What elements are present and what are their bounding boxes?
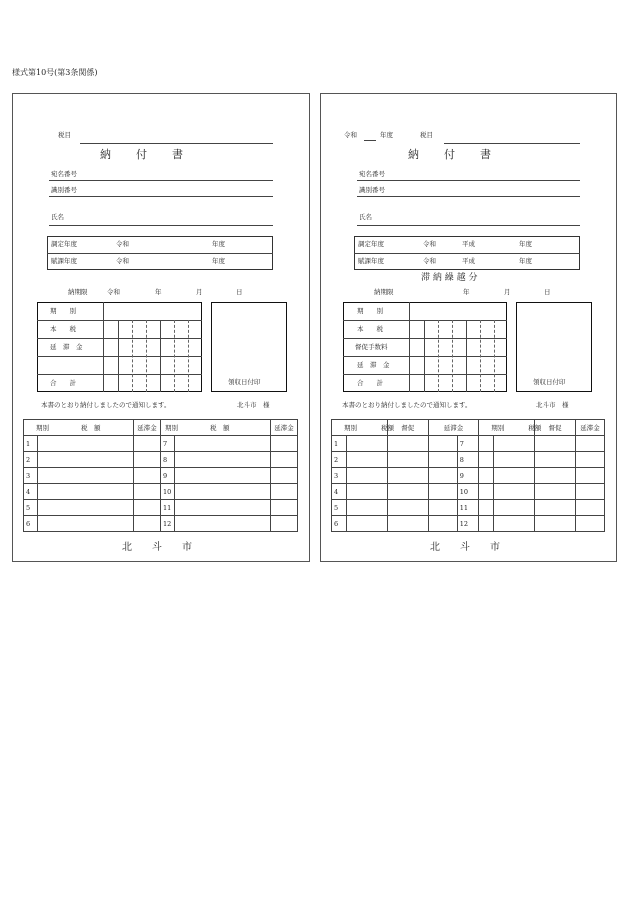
left-amount-row-total: 合 計 (50, 379, 76, 387)
right-th-reminder: 督促 (401, 423, 415, 432)
right-amount-row-principal: 本 税 (357, 325, 383, 333)
left-due-label: 納期限 (68, 288, 88, 296)
right-year-row-1-label: 調定年度 (358, 240, 384, 248)
left-year-row-2-suffix: 年度 (212, 257, 225, 265)
left-th-tax: 税 額 (81, 423, 101, 432)
left-due-month: 月 (196, 288, 203, 296)
left-recipient: 北斗市 様 (237, 401, 270, 409)
table-row: 3 9 (24, 468, 298, 484)
right-footer: 北 斗 市 (430, 542, 500, 553)
right-due-label: 納期限 (374, 288, 394, 296)
table-row: 5 11 (332, 500, 605, 516)
table-row: 3 9 (332, 468, 605, 484)
right-address-number: 宛名番号 (359, 170, 385, 178)
right-th-period-2: 期別 (491, 423, 505, 432)
right-period-table (331, 419, 605, 532)
right-year-row-1-era: 令和 (423, 240, 436, 248)
left-year-row-1-label: 調定年度 (51, 240, 77, 248)
table-row: 2 8 (332, 452, 605, 468)
table-row: 1 7 (24, 436, 298, 452)
table-row: 1 7 (332, 436, 605, 452)
left-id-number: 識別番号 (51, 186, 77, 194)
left-year-row-1-era: 令和 (116, 240, 129, 248)
right-due-month: 月 (504, 288, 511, 296)
left-amount-row-delinquency: 延 滞 金 (50, 343, 83, 351)
right-year-row-1-era2: 平成 (462, 240, 475, 248)
left-th-period: 期別 (36, 423, 49, 432)
right-th-tax-2: 税額 (528, 423, 542, 432)
right-th-period: 期別 (344, 423, 357, 432)
right-amount-row-delinquency: 延 滞 金 (357, 361, 390, 369)
left-footer: 北 斗 市 (122, 542, 192, 553)
left-year-row-2-era: 令和 (116, 257, 129, 265)
left-th-period-2: 期別 (165, 423, 178, 432)
left-amount-row-principal: 本 税 (50, 325, 76, 333)
left-amount-row-period: 期 別 (50, 307, 76, 315)
left-due-year: 年 (155, 288, 162, 296)
left-name-label: 氏名 (51, 213, 64, 221)
right-amount-row-fee: 督促手数料 (355, 343, 388, 351)
left-due-era: 令和 (107, 288, 120, 296)
left-th-late-2: 延滞金 (274, 423, 294, 432)
right-carry-over: 滞 納 繰 越 分 (421, 273, 478, 283)
table-row: 6 12 (24, 516, 298, 532)
left-address-number: 宛名番号 (51, 170, 77, 178)
left-title: 納 付 書 (100, 148, 184, 161)
right-th-late: 延滞金 (443, 423, 464, 432)
table-row: 4 10 (24, 484, 298, 500)
right-id-number: 識別番号 (359, 186, 385, 194)
right-name-label: 氏名 (359, 213, 372, 221)
right-th-reminder-2: 督促 (548, 423, 562, 432)
right-year-row-2-suffix: 年度 (519, 257, 532, 265)
right-year-row-2-era2: 平成 (462, 257, 475, 265)
table-row: 5 11 (24, 500, 298, 516)
right-tax-label: 税目 (420, 131, 433, 139)
table-row: 4 10 (332, 484, 605, 500)
right-th-late-2: 延滞金 (580, 423, 600, 432)
left-tax-label: 税目 (58, 131, 71, 139)
right-amount-row-total: 合 計 (357, 379, 383, 387)
right-recipient: 北斗市 様 (536, 401, 569, 409)
left-period-table (23, 419, 298, 532)
right-year-row-2-label: 賦課年度 (358, 257, 384, 265)
left-th-tax-2: 税 額 (210, 423, 230, 432)
left-due-day: 日 (236, 288, 243, 296)
right-due-year: 年 (463, 288, 470, 296)
left-notice: 本書のとおり納付しましたので通知します。 (41, 401, 171, 409)
right-year-row-2-era: 令和 (423, 257, 436, 265)
left-year-row-1-suffix: 年度 (212, 240, 225, 248)
right-era: 令和 (344, 131, 357, 139)
table-row: 6 12 (332, 516, 605, 532)
right-due-day: 日 (544, 288, 551, 296)
left-year-row-2-label: 賦課年度 (51, 257, 77, 265)
left-stamp-label: 領収日付印 (228, 378, 261, 386)
right-th-tax: 税額 (381, 423, 394, 432)
right-stamp-label: 領収日付印 (533, 378, 566, 386)
right-year: 年度 (380, 131, 393, 139)
right-notice: 本書のとおり納付しましたので通知します。 (342, 401, 472, 409)
form-number: 様式第10号(第3条関係) (12, 68, 98, 77)
right-title: 納 付 書 (408, 148, 492, 161)
left-th-late: 延滞金 (137, 423, 157, 432)
table-row: 2 8 (24, 452, 298, 468)
right-year-row-1-suffix: 年度 (519, 240, 532, 248)
right-amount-row-period: 期 別 (357, 307, 383, 315)
